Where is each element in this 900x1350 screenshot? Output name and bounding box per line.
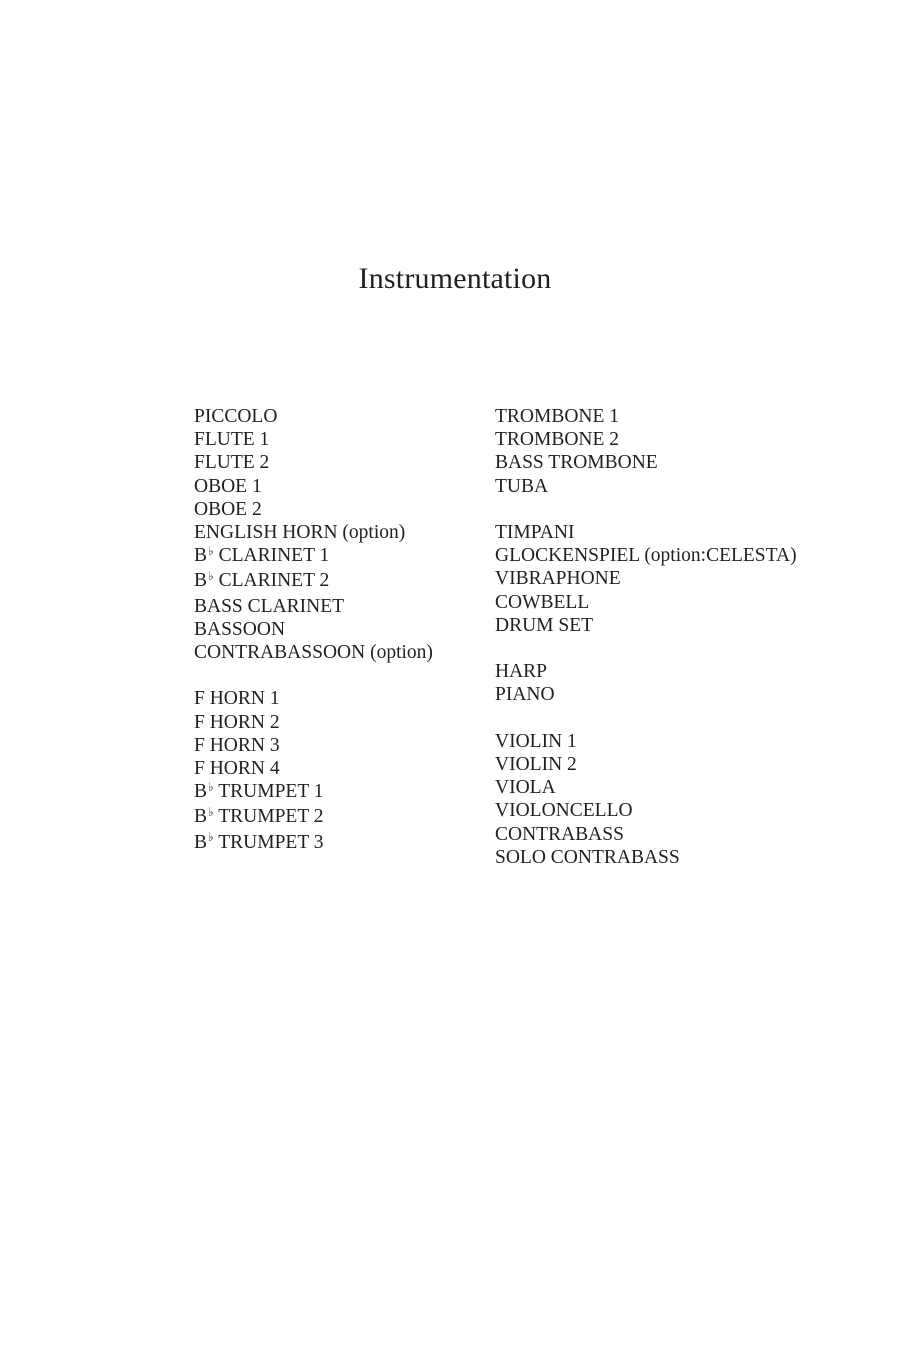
instrument-oboe-2: OBOE 2 bbox=[194, 498, 262, 520]
flat-sign: ♭ bbox=[208, 804, 214, 819]
instrument-name: TRUMPET 1 bbox=[218, 781, 324, 803]
instrument-flute-2: FLUTE 2 bbox=[194, 452, 270, 474]
instrument-trombone-2: TROMBONE 2 bbox=[495, 429, 620, 451]
instrument-flute-1: FLUTE 1 bbox=[194, 429, 270, 451]
instrument-vibraphone: VIBRAPHONE bbox=[495, 568, 621, 590]
instrument-trombone-1: TROMBONE 1 bbox=[495, 406, 620, 427]
instrument-f-horn-3: F HORN 3 bbox=[194, 734, 280, 756]
key-letter: B bbox=[194, 806, 208, 828]
instrument-trumpet-2 bbox=[194, 805, 433, 830]
instrument-harp: HARP bbox=[495, 661, 548, 683]
instrument-contrabassoon: CONTRABASSOON (option) bbox=[194, 642, 433, 664]
instrument-viola: VIOLA bbox=[495, 777, 556, 799]
instrument-piccolo: PICCOLO bbox=[194, 406, 278, 427]
instrument-name: CLARINET 2 bbox=[218, 570, 330, 592]
instrument-bass-trombone: BASS TROMBONE bbox=[495, 452, 658, 474]
instrument-f-horn-2: F HORN 2 bbox=[194, 711, 280, 733]
flat-sign: ♭ bbox=[208, 568, 214, 583]
instrument-trumpet-3 bbox=[194, 831, 433, 856]
instrument-f-horn-1: F HORN 1 bbox=[194, 688, 280, 710]
flat-sign: ♭ bbox=[208, 779, 214, 794]
instrument-piano: PIANO bbox=[495, 684, 555, 706]
instrument-list-right bbox=[495, 405, 797, 869]
instrument-bassoon: BASSOON bbox=[194, 618, 286, 640]
instrument-violoncello: VIOLONCELLO bbox=[495, 800, 633, 822]
page-title: Instrumentation bbox=[358, 262, 552, 295]
instrument-solo-contrabass: SOLO CONTRABASS bbox=[495, 846, 680, 868]
instrument-violin-1: VIOLIN 1 bbox=[495, 730, 577, 752]
instrument-clarinet-1 bbox=[194, 544, 433, 569]
instrument-tuba: TUBA bbox=[495, 475, 549, 497]
key-letter: B bbox=[194, 545, 208, 567]
instrument-name: TRUMPET 3 bbox=[218, 831, 324, 853]
key-letter: B bbox=[194, 570, 208, 592]
instrument-name: TRUMPET 2 bbox=[218, 806, 324, 828]
instrument-list-left bbox=[194, 405, 433, 856]
instrument-clarinet-2 bbox=[194, 569, 433, 594]
instrument-violin-2: VIOLIN 2 bbox=[495, 754, 577, 775]
key-letter: B bbox=[194, 831, 208, 853]
flat-sign: ♭ bbox=[208, 830, 214, 844]
instrument-oboe-1: OBOE 1 bbox=[194, 475, 262, 497]
key-letter: B bbox=[194, 781, 208, 803]
instrument-timpani: TIMPANI bbox=[495, 522, 575, 543]
flat-sign: ♭ bbox=[208, 543, 214, 558]
instrument-drum-set: DRUM SET bbox=[495, 614, 594, 636]
instrument-f-horn-4: F HORN 4 bbox=[194, 758, 280, 780]
instrument-trumpet-1 bbox=[194, 780, 433, 805]
instrument-bass-clarinet: BASS CLARINET bbox=[194, 595, 345, 617]
instrument-cowbell: COWBELL bbox=[495, 591, 590, 613]
instrument-name: CLARINET 1 bbox=[218, 545, 330, 567]
instrument-contrabass: CONTRABASS bbox=[495, 823, 624, 845]
instrument-english-horn: ENGLISH HORN (option) bbox=[194, 522, 406, 544]
instrument-glockenspiel: GLOCKENSPIEL (option:CELESTA) bbox=[495, 545, 797, 567]
